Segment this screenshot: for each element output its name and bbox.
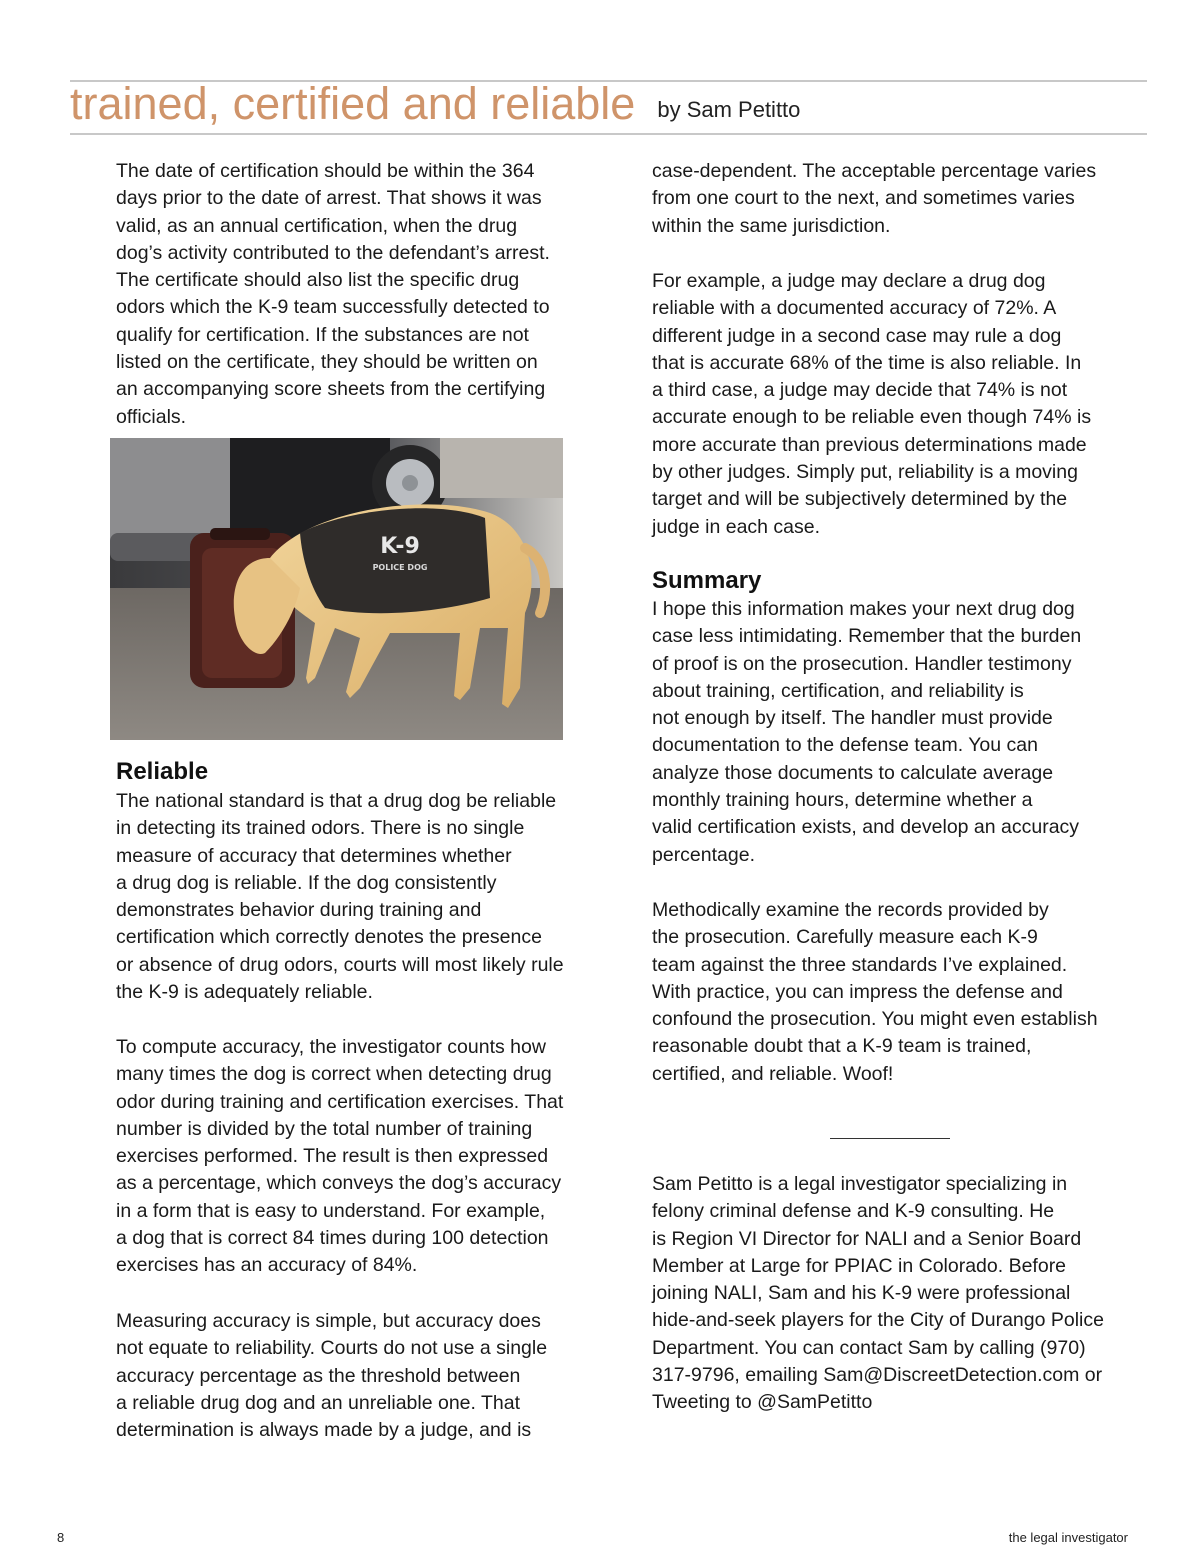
text-line: The date of certification should be within the 364 [116, 160, 535, 182]
text-line: percentage. [652, 843, 755, 866]
text-line: as a percentage, which conveys the dog’s accuracy [116, 1172, 562, 1195]
text-line: within the same jurisdiction. [652, 214, 891, 237]
text-line: Member at Large for PPIAC in Colorado. Before [652, 1254, 1067, 1277]
k9-dog-photo [110, 438, 563, 740]
intro-paragraph [116, 158, 550, 431]
vest-police-dog-text: POLICE DOG [372, 563, 428, 572]
text-line: documentation to the defense team. You can [652, 734, 1038, 757]
text-line: felony criminal defense and K-9 consulting. He [652, 1200, 1055, 1223]
reliable-heading: Reliable [116, 758, 209, 785]
text-line: in detecting its trained odors. There is no single [116, 817, 525, 840]
text-line: a dog that is correct 84 times during 100 detection [116, 1227, 549, 1250]
text-line: dog’s activity contributed to the defendant’s arrest. [116, 241, 550, 264]
text-line: accurate enough to be reliable even though 74% is [652, 406, 1092, 429]
text-line: With practice, you can impress the defense and [652, 980, 1063, 1003]
continuation-paragraph [652, 158, 1096, 240]
page-number: 8 [57, 1530, 65, 1545]
text-line: reliable with a documented accuracy of 72%. A [652, 297, 1057, 320]
text-line: a reliable drug dog and an unreliable one. That [116, 1391, 521, 1414]
text-line: qualify for certification. If the substances are not [116, 323, 529, 346]
text-line: in a form that is easy to understand. For example, [116, 1199, 546, 1222]
text-line: by other judges. Simply put, reliability is a moving [652, 461, 1078, 484]
vest-k9-text: K-9 [380, 534, 420, 559]
text-line: Department. You can contact Sam by calling (970) [652, 1336, 1086, 1359]
text-line: valid certification exists, and develop an accuracy [652, 816, 1080, 839]
text-line: about training, certification, and reliability is [652, 679, 1024, 702]
text-line: Sam Petitto is a legal investigator specializing in [652, 1173, 1068, 1195]
summary-paragraph-2 [652, 897, 1098, 1088]
text-line: is Region VI Director for NALI and a Senior Board [652, 1227, 1082, 1250]
text-line: exercises performed. The result is then expressed [116, 1145, 549, 1168]
summary-heading: Summary [652, 567, 762, 594]
publication-name: the legal investigator [1008, 1530, 1128, 1545]
text-line: valid, as an annual certification, when the drug [116, 214, 518, 237]
text-line: certification which correctly denotes the presence [116, 926, 542, 949]
text-line: the K-9 is adequately reliable. [116, 981, 373, 1004]
text-line: Tweeting to @SamPetitto [652, 1391, 873, 1414]
text-line: a drug dog is reliable. If the dog consistently [116, 871, 497, 894]
text-line: exercises has an accuracy of 84%. [116, 1254, 418, 1277]
reliable-paragraph-2 [116, 1034, 563, 1280]
article-header [70, 80, 800, 133]
text-line: odors which the K-9 team successfully detected to [116, 296, 550, 319]
text-line: judge in each case. [652, 515, 821, 538]
text-line: reasonable doubt that a K-9 team is trained, [652, 1035, 1032, 1058]
text-line: different judge in a second case may rule a dog [652, 324, 1062, 347]
text-line: days prior to the date of arrest. That shows it was [116, 187, 542, 210]
bio-separator [830, 1138, 950, 1139]
text-line: monthly training hours, determine whether a [652, 789, 1033, 812]
text-line: hide-and-seek players for the City of Durango Police [652, 1309, 1104, 1332]
text-line: I hope this information makes your next drug dog [652, 598, 1075, 620]
reliable-paragraph-1 [116, 788, 564, 1006]
text-line: Measuring accuracy is simple, but accuracy does [116, 1310, 541, 1332]
text-line: measure of accuracy that determines whether [116, 844, 512, 867]
text-line: determination is always made by a judge, and is [116, 1419, 532, 1442]
header-bottom-rule [70, 133, 1147, 135]
text-line: demonstrates behavior during training and [116, 899, 482, 922]
text-line: team against the three standards I’ve explained. [652, 953, 1068, 976]
text-line: officials. [116, 405, 187, 428]
text-line: certified, and reliable. Woof! [652, 1062, 894, 1085]
article-title: trained, certified and reliable [70, 78, 636, 129]
text-line: accuracy percentage as the threshold between [116, 1364, 521, 1387]
text-line: To compute accuracy, the investigator counts how [116, 1036, 546, 1058]
text-line: number is divided by the total number of training [116, 1117, 533, 1140]
text-line: For example, a judge may declare a drug dog [652, 270, 1046, 292]
text-line: target and will be subjectively determined by the [652, 488, 1068, 511]
text-line: many times the dog is correct when detecting drug [116, 1063, 552, 1086]
text-line: not enough by itself. The handler must provide [652, 707, 1053, 730]
text-line: case less intimidating. Remember that the burden [652, 625, 1082, 648]
text-line: The certificate should also list the specific drug [116, 269, 520, 292]
text-line: not equate to reliability. Courts do not use a single [116, 1337, 548, 1360]
example-paragraph [652, 268, 1091, 541]
reliable-paragraph-3 [116, 1308, 547, 1444]
text-line: odor during training and certification exercises. That [116, 1090, 564, 1113]
text-line: confound the prosecution. You might even establish [652, 1008, 1098, 1031]
text-line: the prosecution. Carefully measure each K-9 [652, 926, 1038, 949]
text-line: Methodically examine the records provided by [652, 899, 1049, 921]
text-line: The national standard is that a drug dog be reliable [116, 790, 557, 812]
text-line: a third case, a judge may decide that 74% is not [652, 379, 1068, 402]
author-bio [652, 1171, 1104, 1417]
text-line: joining NALI, Sam and his K-9 were professional [652, 1282, 1071, 1305]
text-line: 317-9796, emailing Sam@DiscreetDetection.com or [652, 1364, 1103, 1387]
text-line: listed on the certificate, they should be written on [116, 351, 538, 374]
text-line: from one court to the next, and sometimes varies [652, 187, 1075, 210]
text-line: or absence of drug odors, courts will most likely rule [116, 953, 564, 976]
text-line: an accompanying score sheets from the certifying [116, 378, 546, 401]
text-line: more accurate than previous determinations made [652, 433, 1087, 456]
text-line: analyze those documents to calculate average [652, 761, 1054, 784]
summary-paragraph-1 [652, 596, 1081, 869]
text-line: of proof is on the prosecution. Handler testimony [652, 652, 1072, 675]
text-line: that is accurate 68% of the time is also reliable. In [652, 351, 1082, 374]
text-line: case-dependent. The acceptable percentage varies [652, 160, 1097, 182]
article-byline: by Sam Petitto [657, 97, 801, 122]
